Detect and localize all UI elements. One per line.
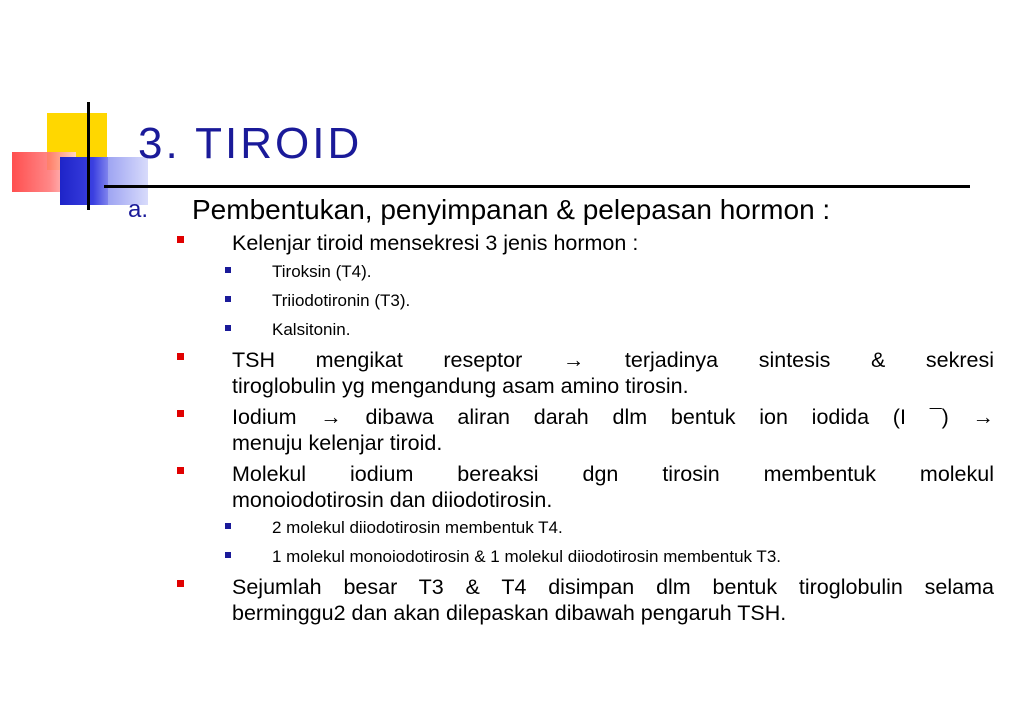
bullet-2-line-2: tiroglobulin yg mengandung asam amino tirosin.	[232, 374, 689, 398]
bullet-3-line-2: menuju kelenjar tiroid.	[232, 431, 443, 455]
decor-vertical-line	[87, 102, 90, 210]
blue-bullet-icon	[225, 523, 231, 529]
sub-bullet-text: Tiroksin (T4).	[272, 262, 372, 281]
bullet-5-line-2: berminggu2 dan akan dilepaskan dibawah pengaruh TSH.	[232, 601, 787, 625]
title-underline	[104, 185, 970, 188]
bullet-4	[232, 461, 994, 513]
bullet-3	[232, 404, 994, 456]
section-heading-text: Pembentukan, penyimpanan & pelepasan hormon :	[192, 194, 831, 225]
sub-bullet-4-1	[272, 517, 563, 539]
red-bullet-icon	[177, 467, 184, 474]
blue-bullet-icon	[225, 552, 231, 558]
sub-bullet-4-2	[272, 546, 781, 568]
blue-bullet-icon	[225, 325, 231, 331]
blue-bullet-icon	[225, 296, 231, 302]
bullet-3-line-1: Iodium → dibawa aliran darah dlm bentuk ion iodida (I ¯) →	[232, 405, 994, 429]
sub-bullet-text: 2 molekul diiodotirosin membentuk T4.	[272, 518, 563, 537]
blue-bullet-icon	[225, 267, 231, 273]
bullet-4-line-1: Molekul iodium bereaksi dgn tirosin membentuk molekul	[232, 462, 994, 486]
red-bullet-icon	[177, 353, 184, 360]
section-marker: a.	[128, 196, 149, 223]
bullet-5-line-1: Sejumlah besar T3 & T4 disimpan dlm bentuk tiroglobulin selama	[232, 575, 994, 599]
red-bullet-icon	[177, 580, 184, 587]
bullet-1	[232, 230, 994, 256]
sub-bullet-text: Triiodotironin (T3).	[272, 291, 411, 310]
red-bullet-icon	[177, 236, 184, 243]
bullet-2-line-1: TSH mengikat reseptor → terjadinya sintesis & sekresi	[232, 348, 994, 372]
slide-title: 3. TIROID	[138, 119, 363, 168]
bullet-1-text: Kelenjar tiroid mensekresi 3 jenis hormon :	[232, 231, 639, 255]
sub-bullet-1-1	[272, 261, 372, 283]
bullet-4-line-2: monoiodotirosin dan diiodotirosin.	[232, 488, 553, 512]
bullet-2	[232, 347, 994, 399]
sub-bullet-text: Kalsitonin.	[272, 320, 351, 339]
sub-bullet-1-2	[272, 290, 410, 312]
sub-bullet-1-3	[272, 319, 350, 341]
red-bullet-icon	[177, 410, 184, 417]
sub-bullet-text: 1 molekul monoiodotirosin & 1 molekul diiodotirosin membentuk T3.	[272, 547, 781, 566]
bullet-5	[232, 574, 994, 626]
